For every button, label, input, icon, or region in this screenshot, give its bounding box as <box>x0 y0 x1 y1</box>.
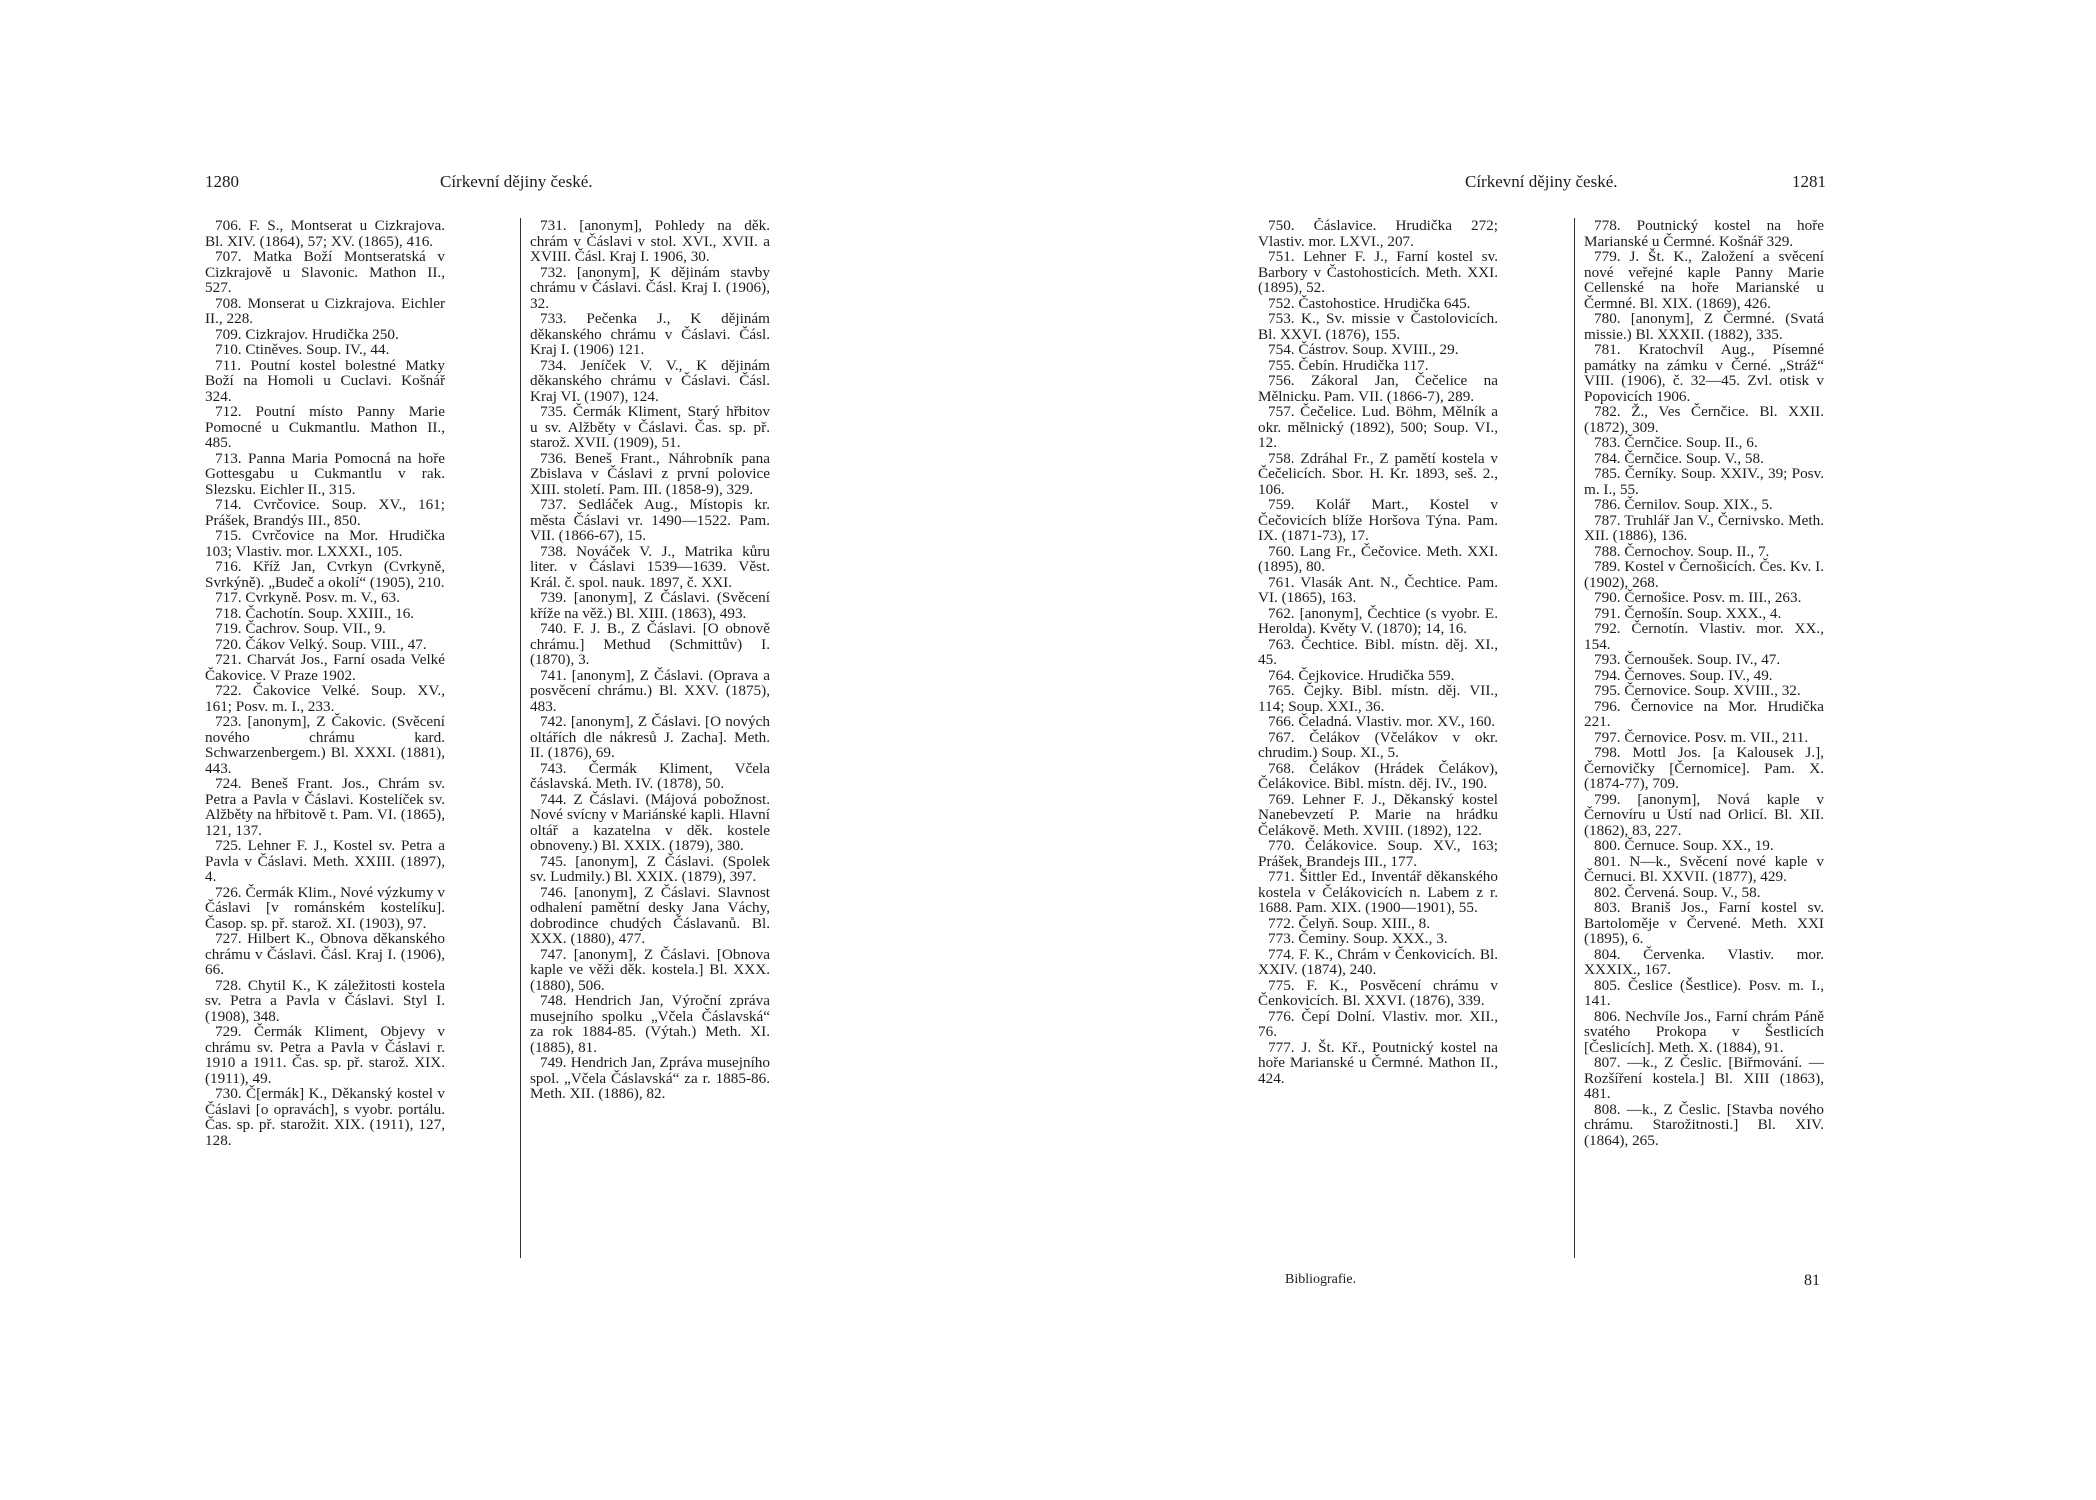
bibliography-entry: 799. [anonym], Nová kaple v Černovíru u Ústí nad Orlicí. Bl. XII. (1862), 83, 227. <box>1584 790 1824 839</box>
bibliography-entry: 737. Sedláček Aug., Místopis kr. města Čáslavi vr. 1490—1522. Pam. VII. (1866-67), 15. <box>530 496 770 544</box>
right-page <box>1048 0 2096 1500</box>
bibliography-entry: 738. Nováček V. J., Matrika kůru liter. v Čáslavi 1539—1639. Věst. Král. č. spol. nauk. 1897, č. XXI. <box>530 542 770 591</box>
bibliography-entry: 804. Červenka. Vlastiv. mor. XXXIX., 167. <box>1584 945 1824 978</box>
bibliography-entry: 771. Šittler Ed., Inventář děkanského kostela v Čelákovicích n. Labem z r. 1688. Pam. XIX. (1900—1901), 55. <box>1258 868 1498 916</box>
bibliography-entry: 740. F. J. B., Z Čáslavi. [O obnově chrámu.] Methud (Schmittův) I. (1870), 3. <box>530 620 770 668</box>
bibliography-entry: 760. Lang Fr., Čečovice. Meth. XXI. (1895), 80. <box>1258 542 1498 575</box>
bibliography-entry: 801. N—k., Svěcení nové kaple v Černuci. Bl. XXVII. (1877), 429. <box>1584 852 1824 885</box>
column-divider <box>520 218 521 1258</box>
bibliography-entry: 794. Černoves. Soup. IV., 49. <box>1594 666 1773 684</box>
bibliography-entry: 796. Černovice na Mor. Hrudička 221. <box>1584 697 1824 730</box>
footer-label: Bibliografie. <box>1285 1272 1357 1287</box>
bibliography-entry: 785. Černíky. Soup. XXIV., 39; Posv. m. I., 55. <box>1584 465 1824 498</box>
bibliography-entry: 800. Černuce. Soup. XX., 19. <box>1594 837 1774 854</box>
bibliography-entry: 715. Cvrčovice na Mor. Hrudička 103; Vlastiv. mor. LXXXI., 105. <box>205 527 445 560</box>
bibliography-entry: 721. Charvát Jos., Farní osada Velké Čakovice. V Praze 1902. <box>205 651 445 684</box>
bibliography-entry: 716. Kříž Jan, Cvrkyn (Cvrkyně, Svrkýně). „Budeč a okolí“ (1905), 210. <box>205 558 445 591</box>
bibliography-entry: 774. F. K., Chrám v Čenkovicích. Bl. XXIV. (1874), 240. <box>1258 945 1498 978</box>
page-number: 1280 <box>205 172 239 191</box>
bibliography-entry: 713. Panna Maria Pomocná na hoře Gottesgabu u Cukmantlu v rak. Slezsku. Eichler II., 315. <box>205 449 445 498</box>
bibliography-entry: 806. Nechvíle Jos., Farní chrám Páně svatého Prokopa v Šestlicích [Česlicích]. Meth. X. (1884), 91. <box>1584 1007 1824 1056</box>
bibliography-entry: 710. Ctiněves. Soup. IV., 44. <box>215 341 390 358</box>
bibliography-entry: 767. Čelákov (Včelákov v okr. chrudim.) Soup. XI., 5. <box>1258 728 1498 761</box>
bibliography-entry: 780. [anonym], Z Čermné. (Svatá missie.) Bl. XXXII. (1882), 335. <box>1584 310 1824 343</box>
bibliography-entry: 736. Beneš Frant., Náhrobník pana Zbislava v Čáslavi z první polovice XIII. století. Pam. III. (1858-9), 329. <box>530 449 770 498</box>
bibliography-entry: 723. [anonym], Z Čakovic. (Svěcení nového chrámu kard. Schwarzenbergem.) Bl. XXXI. (1881), 443. <box>205 713 445 777</box>
bibliography-entry: 787. Truhlář Jan V., Černivsko. Meth. XII. (1886), 136. <box>1584 511 1824 544</box>
bibliography-entry: 754. Částrov. Soup. XVIII., 29. <box>1268 341 1459 358</box>
bibliography-entry: 758. Zdráhal Fr., Z pamětí kostela v Čečelicích. Sbor. H. Kr. 1893, seš. 2., 106. <box>1258 449 1498 498</box>
bibliography-entry: 745. [anonym], Z Čáslavi. (Spolek sv. Ludmily.) Bl. XXIX. (1879), 397. <box>530 852 770 885</box>
running-head: Církevní dějiny české. <box>1465 172 1618 191</box>
bibliography-entry: 793. Černoušek. Soup. IV., 47. <box>1594 651 1781 668</box>
bibliography-entry: 741. [anonym], Z Čáslavi. (Oprava a posvěcení chrámu.) Bl. XXV. (1875), 483. <box>530 666 770 715</box>
bibliography-entry: 791. Černošín. Soup. XXX., 4. <box>1594 604 1782 622</box>
bibliography-entry: 778. Poutnický kostel na hoře Marianské u Čermné. Košnář 329. <box>1584 218 1824 250</box>
bibliography-entry: 739. [anonym], Z Čáslavi. (Svěcení kříže na věž.) Bl. XIII. (1863), 493. <box>530 589 770 622</box>
bibliography-entry: 746. [anonym], Z Čáslavi. Slavnost odhalení pamětní desky Jana Váchy, dobrodince chudých Čáslavanů. Bl. XXX. (1880), 477. <box>530 883 770 947</box>
bibliography-entry: 775. F. K., Posvěcení chrámu v Čenkovicích. Bl. XXVI. (1876), 339. <box>1258 976 1498 1009</box>
bibliography-entry: 776. Čepí Dolní. Vlastiv. mor. XII., 76. <box>1258 1007 1498 1040</box>
bibliography-entry: 743. Čermák Kliment, Včela čáslavská. Meth. IV. (1878), 50. <box>530 759 770 792</box>
bibliography-entry: 783. Černčice. Soup. II., 6. <box>1594 434 1758 451</box>
bibliography-entry: 782. Ž., Ves Černčice. Bl. XXII. (1872), 309. <box>1584 403 1824 436</box>
bibliography-entry: 790. Černošice. Posv. m. III., 263. <box>1594 589 1802 606</box>
bibliography-entry: 725. Lehner F. J., Kostel sv. Petra a Pavla v Čáslavi. Meth. XXIII. (1897), 4. <box>205 837 445 885</box>
bibliography-entry: 805. Česlice (Šestlice). Posv. m. I., 141. <box>1584 976 1824 1009</box>
bibliography-entry: 797. Černovice. Posv. m. VII., 211. <box>1594 728 1809 746</box>
bibliography-entry: 762. [anonym], Čechtice (s vyobr. E. Herolda). Květy V. (1870); 14, 16. <box>1258 604 1498 637</box>
bibliography-entry: 798. Mottl Jos. [a Kalousek J.], Černovičky [Černomice]. Pam. X. (1874-77), 709. <box>1584 744 1824 792</box>
bibliography-entry: 763. Čechtice. Bibl. místn. děj. XI., 45. <box>1258 635 1498 668</box>
bibliography-entry: 732. [anonym], K dějinám stavby chrámu v Čáslavi. Čásl. Kraj I. (1906), 32. <box>530 263 770 312</box>
bibliography-entry: 727. Hilbert K., Obnova děkanského chrámu v Čáslavi. Čásl. Kraj I. (1906), 66. <box>205 930 445 978</box>
bibliography-entry: 749. Hendrich Jan, Zpráva musejního spol. „Včela Čáslavská“ za r. 1885-86. Meth. XII. (1886), 82. <box>530 1054 770 1102</box>
bibliography-entry: 724. Beneš Frant. Jos., Chrám sv. Petra a Pavla v Čáslavi. Kostelíček sv. Alžběty na hřbitově t. Pam. VI. (1865), 121, 137. <box>205 775 445 839</box>
bibliography-entry: 789. Kostel v Černošicích. Čes. Kv. I. (1902), 268. <box>1584 558 1824 591</box>
bibliography-entry: 759. Kolář Mart., Kostel v Čečovicích blíže Horšova Týna. Pam. IX. (1871-73), 17. <box>1258 496 1498 544</box>
bibliography-entry: 712. Poutní místo Panny Marie Pomocné u Cukmantlu. Mathon II., 485. <box>205 403 445 451</box>
bibliography-entry: 707. Matka Boží Montseratská v Cizkrajově u Slavonic. Mathon II., 527. <box>205 248 445 296</box>
bibliography-entry: 747. [anonym], Z Čáslavi. [Obnova kaple ve věži děk. kostela.] Bl. XXX. (1880), 506. <box>530 945 770 994</box>
bibliography-entry: 709. Cizkrajov. Hrudička 250. <box>215 325 399 343</box>
bibliography-entry: 744. Z Čáslavi. (Májová pobožnost. Nové svícny v Mariánské kapli. Hlavní oltář a kazatelna v děk. kostele obnoveny.) Bl. XXIX. (1879), 380. <box>530 790 770 854</box>
bibliography-entry: 772. Čelyň. Soup. XIII., 8. <box>1268 914 1430 932</box>
bibliography-entry: 717. Cvrkyně. Posv. m. V., 63. <box>215 589 400 606</box>
bibliography-entry: 728. Chytil K., K záležitosti kostela sv. Petra a Pavla v Čáslavi. Styl I. (1908), 348. <box>205 976 445 1025</box>
bibliography-entry: 786. Černilov. Soup. XIX., 5. <box>1594 496 1773 513</box>
bibliography-entry: 714. Cvrčovice. Soup. XV., 161; Prášek, Brandýs III., 850. <box>205 496 445 529</box>
bibliography-entry: 730. Č[ermák] K., Děkanský kostel v Čáslavi [o opravách], s vyobr. portálu. Čas. sp. př. starožit. XIX. (1911), 127, 128. <box>205 1085 445 1149</box>
bibliography-entry: 708. Monserat u Cizkrajova. Eichler II., 228. <box>205 294 445 327</box>
entry-column <box>1258 218 1498 1258</box>
bibliography-entry: 742. [anonym], Z Čáslavi. [O nových oltářích dle nákresů J. Zacha]. Meth. II. (1876), 69. <box>530 713 770 761</box>
bibliography-entry: 808. —k., Z Česlic. [Stavba nového chrámu. Starožitnosti.] Bl. XIV. (1864), 265. <box>1584 1100 1824 1149</box>
bibliography-entry: 803. Braniš Jos., Farní kostel sv. Bartoloměje v Červené. Meth. XXI (1895), 6. <box>1584 899 1824 947</box>
bibliography-entry: 784. Černčice. Soup. V., 58. <box>1594 449 1764 467</box>
bibliography-entry: 770. Čelákovice. Soup. XV., 163; Prášek, Brandejs III., 177. <box>1258 837 1498 870</box>
bibliography-entry: 711. Poutní kostel bolestné Matky Boží na Homoli u Cuclavi. Košnář 324. <box>205 356 445 405</box>
bibliography-entry: 718. Čachotín. Soup. XXIII., 16. <box>215 604 415 622</box>
bibliography-entry: 781. Kratochvíl Aug., Písemné památky na zámku v Černé. „Stráž“ VIII. (1906), č. 32—45. Zvl. otisk v Popovicích 1906. <box>1584 341 1824 405</box>
bibliography-entry: 722. Čakovice Velké. Soup. XV., 161; Posv. m. I., 233. <box>205 682 445 715</box>
bibliography-entry: 779. J. Št. K., Založení a svěcení nové veřejné kaple Panny Marie Cellenské na hoře Marianské u Čermné. Bl. XIX. (1869), 426. <box>1584 248 1824 312</box>
bibliography-entry: 792. Černotín. Vlastiv. mor. XX., 154. <box>1584 620 1824 653</box>
bibliography-entry: 795. Černovice. Soup. XVIII., 32. <box>1594 682 1801 699</box>
bibliography-entry: 748. Hendrich Jan, Výroční zpráva musejního spolku „Včela Čáslavská“ za rok 1884-85. (Výtah.) Meth. XI. (1885), 81. <box>530 992 770 1056</box>
bibliography-entry: 765. Čejky. Bibl. místn. děj. VII., 114; Soup. XXI., 36. <box>1258 682 1498 715</box>
bibliography-entry: 769. Lehner F. J., Děkanský kostel Nanebevzetí P. Marie na hrádku Čelákově. Meth. XVIII. (1892), 122. <box>1258 790 1498 839</box>
bibliography-entry: 733. Pečenka J., K dějinám děkanského chrámu v Čáslavi. Čásl. Kraj I. (1906) 121. <box>530 310 770 358</box>
bibliography-entry: 768. Čelákov (Hrádek Čelákov), Čelákovice. Bibl. místn. děj. IV., 190. <box>1258 759 1498 792</box>
bibliography-entry: 726. Čermák Klim., Nové výzkumy v Čáslavi [v románském kostelíku]. Časop. sp. př. starož. XI. (1903), 97. <box>205 883 445 932</box>
bibliography-entry: 807. —k., Z Česlic. [Biřmování. — Rozšíření kostela.] Bl. XIII (1863), 481. <box>1584 1054 1824 1102</box>
column-divider <box>1574 218 1575 1258</box>
bibliography-entry: 735. Čermák Kliment, Starý hřbitov u sv. Alžběty v Čáslavi. Čas. sp. př. starož. XVII. (1909), 51. <box>530 403 770 451</box>
bibliography-entry: 802. Červená. Soup. V., 58. <box>1594 883 1761 901</box>
page-number: 1281 <box>1792 172 1826 191</box>
bibliography-entry: 750. Čáslavice. Hrudička 272; Vlastiv. mor. LXVI., 207. <box>1258 218 1498 250</box>
bibliography-entry: 757. Čečelice. Lud. Böhm, Mělník a okr. mělnický (1892), 500; Soup. VI., 12. <box>1258 403 1498 451</box>
bibliography-entry: 753. K., Sv. missie v Častolovicích. Bl. XXVI. (1876), 155. <box>1258 310 1498 343</box>
bibliography-entry: 731. [anonym], Pohledy na děk. chrám v Čáslavi v stol. XVI., XVII. a XVIII. Čásl. Kraj I. 1906, 30. <box>530 218 770 265</box>
bibliography-entry: 719. Čachrov. Soup. VII., 9. <box>215 620 386 637</box>
bibliography-entry: 734. Jeníček V. V., K dějinám děkanského chrámu v Čáslavi. Čásl. Kraj VI. (1907), 124. <box>530 356 770 405</box>
signature-number: 81 <box>1804 1272 1820 1289</box>
running-head: Církevní dějiny české. <box>440 172 593 191</box>
bibliography-entry: 761. Vlasák Ant. N., Čechtice. Pam. VI. (1865), 163. <box>1258 573 1498 606</box>
bibliography-entry: 751. Lehner F. J., Farní kostel sv. Barbory v Častohosticích. Meth. XXI. (1895), 52. <box>1258 248 1498 296</box>
bibliography-entry: 766. Čeladná. Vlastiv. mor. XV., 160. <box>1268 713 1496 730</box>
bibliography-entry: 752. Častohostice. Hrudička 645. <box>1268 294 1471 312</box>
bibliography-entry: 706. F. S., Montserat u Cizkrajova. Bl. XIV. (1864), 57; XV. (1865), 416. <box>205 218 445 250</box>
entry-column <box>205 218 445 1258</box>
bibliography-entry: 764. Čejkovice. Hrudička 559. <box>1268 666 1455 684</box>
bibliography-entry: 729. Čermák Kliment, Objevy v chrámu sv. Petra a Pavla v Čáslavi r. 1910 a 1911. Čas. sp. př. starož. XIX. (1911), 49. <box>205 1023 445 1087</box>
bibliography-entry: 756. Zákoral Jan, Čečelice na Mělnicku. Pam. VII. (1866-7), 289. <box>1258 372 1498 405</box>
bibliography-entry: 788. Černochov. Soup. II., 7. <box>1594 542 1770 560</box>
bibliography-entry: 755. Čebín. Hrudička 117. <box>1268 356 1429 374</box>
bibliography-entry: 720. Čákov Velký. Soup. VIII., 47. <box>215 635 427 653</box>
entry-column <box>1584 218 1824 1258</box>
bibliography-entry: 777. J. Št. Kř., Poutnický kostel na hoře Marianské u Čermné. Mathon II., 424. <box>1258 1038 1498 1087</box>
entry-column <box>530 218 770 1258</box>
bibliography-entry: 773. Čeminy. Soup. XXX., 3. <box>1268 930 1448 947</box>
